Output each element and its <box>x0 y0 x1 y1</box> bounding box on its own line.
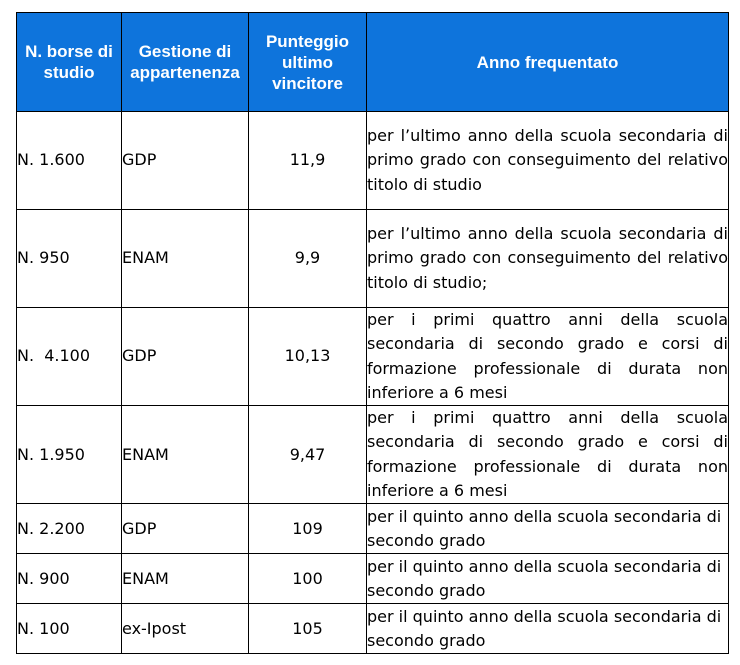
cell-punteggio: 10,13 <box>249 308 367 406</box>
table-row <box>17 554 729 604</box>
header-punteggio: Punteggio ultimo vincitore <box>249 13 367 112</box>
cell-anno: per i primi quattro anni della scuola secondaria di secondo grado e corsi di formazione professionale di durata non inferiore a 6 mesi <box>367 308 729 406</box>
cell-anno: per l’ultimo anno della scuola secondaria di primo grado con conseguimento del relativo titolo di studio; <box>367 210 729 308</box>
header-gestione: Gestione di appartenenza <box>122 13 249 112</box>
header-n-borse: N. borse di studio <box>17 13 122 112</box>
cell-anno: per il quinto anno della scuola secondaria di secondo grado <box>367 554 729 604</box>
cell-n-borse: N. 4.100 <box>17 308 122 406</box>
cell-gestione: ENAM <box>122 406 249 504</box>
cell-gestione: ex-Ipost <box>122 604 249 654</box>
cell-anno: per i primi quattro anni della scuola secondaria di secondo grado e corsi di formazione professionale di durata non inferiore a 6 mesi <box>367 406 729 504</box>
cell-n-borse: N. 950 <box>17 210 122 308</box>
table-row <box>17 604 729 654</box>
table-row <box>17 406 729 504</box>
cell-anno: per il quinto anno della scuola secondaria di secondo grado <box>367 604 729 654</box>
table-row <box>17 210 729 308</box>
cell-n-borse: N. 2.200 <box>17 504 122 554</box>
cell-anno: per l’ultimo anno della scuola secondaria di primo grado con conseguimento del relativo titolo di studio <box>367 112 729 210</box>
scholarship-table <box>16 12 729 654</box>
cell-punteggio: 105 <box>249 604 367 654</box>
cell-punteggio: 109 <box>249 504 367 554</box>
cell-n-borse: N. 1.950 <box>17 406 122 504</box>
cell-n-borse: N. 100 <box>17 604 122 654</box>
header-anno: Anno frequentato <box>367 13 729 112</box>
cell-n-borse: N. 1.600 <box>17 112 122 210</box>
table-row <box>17 504 729 554</box>
cell-anno: per il quinto anno della scuola secondaria di secondo grado <box>367 504 729 554</box>
cell-punteggio: 9,47 <box>249 406 367 504</box>
cell-punteggio: 11,9 <box>249 112 367 210</box>
cell-punteggio: 9,9 <box>249 210 367 308</box>
header-row <box>17 13 729 112</box>
cell-gestione: GDP <box>122 308 249 406</box>
cell-gestione: GDP <box>122 112 249 210</box>
cell-gestione: GDP <box>122 504 249 554</box>
cell-punteggio: 100 <box>249 554 367 604</box>
table-row <box>17 112 729 210</box>
cell-gestione: ENAM <box>122 210 249 308</box>
cell-n-borse: N. 900 <box>17 554 122 604</box>
table-row <box>17 308 729 406</box>
cell-gestione: ENAM <box>122 554 249 604</box>
